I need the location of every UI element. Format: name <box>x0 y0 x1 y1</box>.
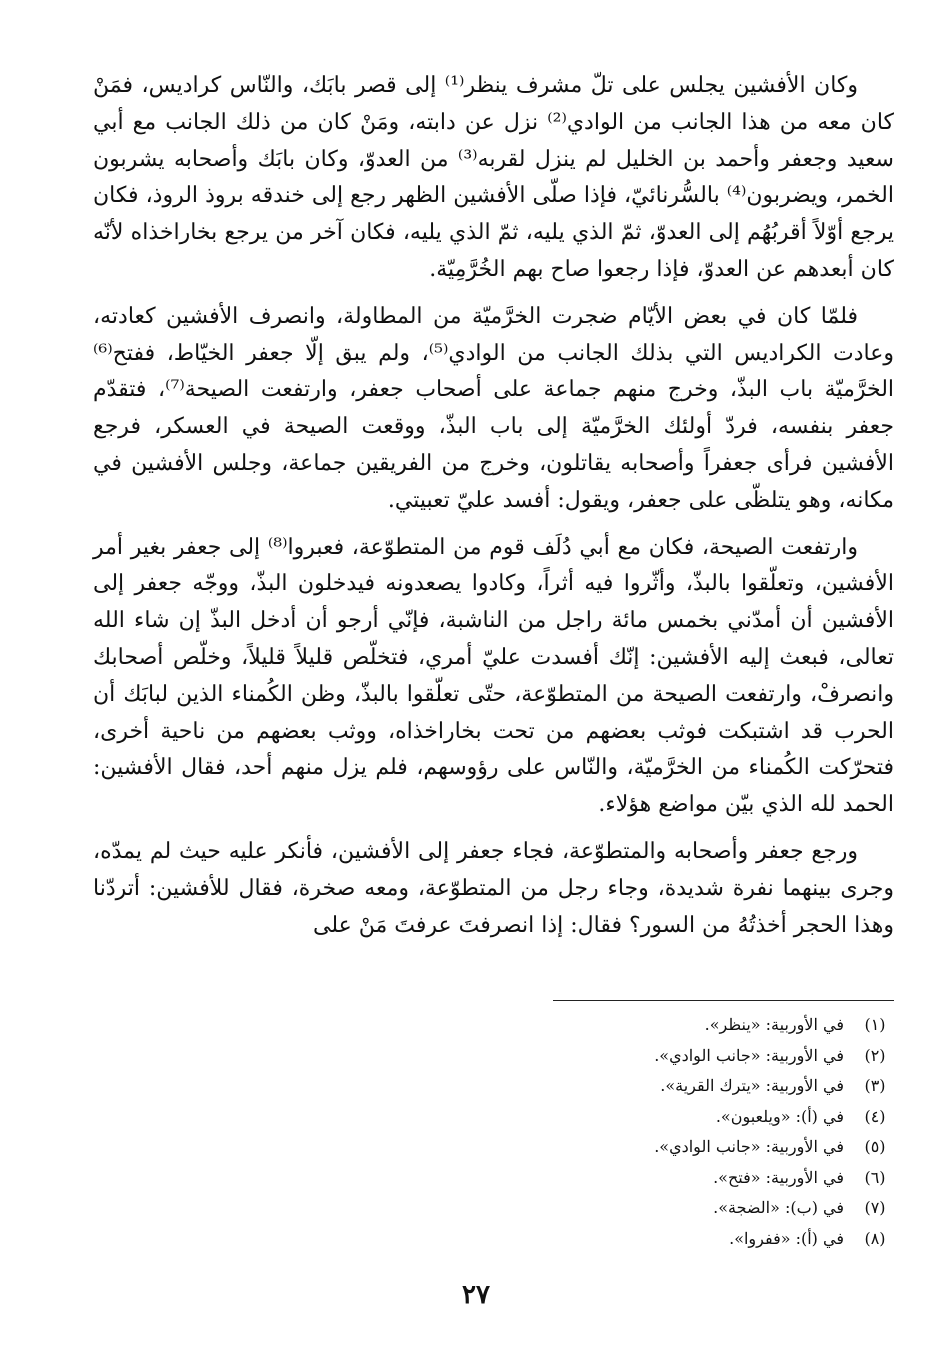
paragraph-2: فلمّا كان في بعض الأيّام ضجرت الخرَّميّة من المطاولة، وانصرف الأفشين كعادته، وعادت الكراديس التي بذلك الجانب من الوادي⁽⁵⁾، ولم يبق إلّا جعفر الخيّاط، ففتح⁽⁶⁾ الخرَّميّة باب البذّ، وخرج منهم جماعة على أصحاب جعفر، وارتفعت الصيحة⁽⁷⁾، فتقدّم جعفر بنفسه، فردّ أولئك الخرَّميّة إلى باب البذّ، ووقعت الصيحة في العسكر، فرجع الأفشين فرأى جعفراً وأصحابه يقاتلون، وخرج من الفريقين جماعة، وجلس الأفشين في مكانه، وهو يتلظّى على جعفر، ويقول: أفسد عليّ تعبيتي. <box>93 303 895 513</box>
footnote-number: (٤) <box>864 1106 886 1126</box>
footnote-text: في الأوربية: «ينظر». <box>704 1015 844 1034</box>
footnote-separator <box>553 1000 894 1001</box>
footnote-text: في الأوربية: «فتح». <box>713 1167 844 1187</box>
footnote-text: في (ب): «الضجة». <box>713 1198 844 1217</box>
paragraph-4: ورجع جعفر وأصحابه والمتطوّعة، فجاء جعفر إلى الأفشين، فأنكر عليه حيث لم يمدّه، وجرى بينهما نفرة شديدة، وجاء رجل من المتطوّعة، ومعه صخرة، فقال للأفشين: أتردّنا وهذا الحجر أخذتُهُ من السور؟ فقال: إذا انصرفتَ عرفتَ مَنْ على <box>93 838 894 938</box>
footnotes <box>500 1010 892 1254</box>
footnote <box>500 1071 892 1102</box>
footnote <box>500 1224 892 1255</box>
footnote-number: (٥) <box>864 1137 886 1156</box>
footnote <box>500 1193 892 1224</box>
page-number: ٢٧ <box>462 1280 490 1310</box>
footnote <box>500 1010 892 1041</box>
footnote <box>500 1163 892 1194</box>
footnote <box>500 1041 892 1072</box>
footnote-text: في الأوربية: «يترك القرية». <box>660 1076 844 1095</box>
footnote-number: (١) <box>864 1015 886 1034</box>
paragraph-1: وكان الأفشين يجلس على تلّ مشرف ينظر⁽¹⁾ إلى قصر بابَك، والنّاس كراديس، فمَنْ كان معه من هذا الجانب من الوادي⁽²⁾ نزل عن دابته، ومَنْ كان من ذلك الجانب مع أبي سعيد وجعفر وأحمد بن الخليل لم ينزل لقربه⁽³⁾ من العدوّ، وكان بابَك وأصحابه يشربون الخمر، ويضربون⁽⁴⁾ بالسُّرنائيّ، فإذا صلّى الأفشين الظهر رجع إلى خندقه بروذ الروذ، فكان يرجع أوّلاً أقربُهُم إلى العدوّ، ثمّ الذي يليه، ثمّ الذي يليه، فكان آخر من يرجع بخاراخذاه لأنّه كان أبعدهم عن العدوّ، فإذا رجعوا صاح بهم الخُرَّمِيّة. <box>93 73 895 282</box>
footnote-text: في الأوربية: «جانب الوادي». <box>654 1045 844 1065</box>
footnote-number: (٦) <box>864 1167 886 1187</box>
footnote <box>500 1102 892 1133</box>
footnote-number: (٢) <box>864 1045 886 1065</box>
footnote-text: في (أ): «ففروا». <box>729 1228 844 1248</box>
footnote-number: (٨) <box>864 1228 886 1248</box>
paragraph-3: وارتفعت الصيحة، فكان مع أبي دُلَف قوم من المتطوّعة، فعبروا⁽⁸⁾ إلى جعفر بغير أمر الأفشين، وتعلّقوا بالبذّ، وأثّروا فيه أثراً، وكادوا يصعدونه فيدخلون البذّ، ووجّه جعفر إلى الأفشين أن أمدّني بخمس مائة راجل من الناشبة، فإنّي أرجو أن أدخل البذّ إن شاء الله تعالى، فبعث إليه الأفشين: إنّك أفسدت عليّ أمري، فتخلّص قليلاً قليلاً، وخلّص أصحابك وانصرفْ، وارتفعت الصيحة من المتطوّعة، حتّى تعلّقوا بالبذّ، وظن الكُمناء الذين لبابَك أن الحرب قد اشتبكت فوثب بعضهم من تحت بخاراخذاه، ووثب بعضهم من ناحية أخرى، فتحرّكت الكُمناء من الخرَّميّة، والنّاس على رؤوسهم، فلم يزل منهم أحد، فقال الأفشين: الحمد لله الذي بيّن مواضع هؤلاء. <box>93 534 894 818</box>
footnote-number: (٧) <box>864 1198 886 1217</box>
footnote-number: (٣) <box>864 1076 886 1095</box>
main-text <box>93 68 894 954</box>
footnote <box>500 1132 892 1163</box>
footnote-text: في (أ): «ويلعبون». <box>715 1106 844 1126</box>
footnote-text: في الأوربية: «جانب الوادي». <box>654 1137 844 1156</box>
